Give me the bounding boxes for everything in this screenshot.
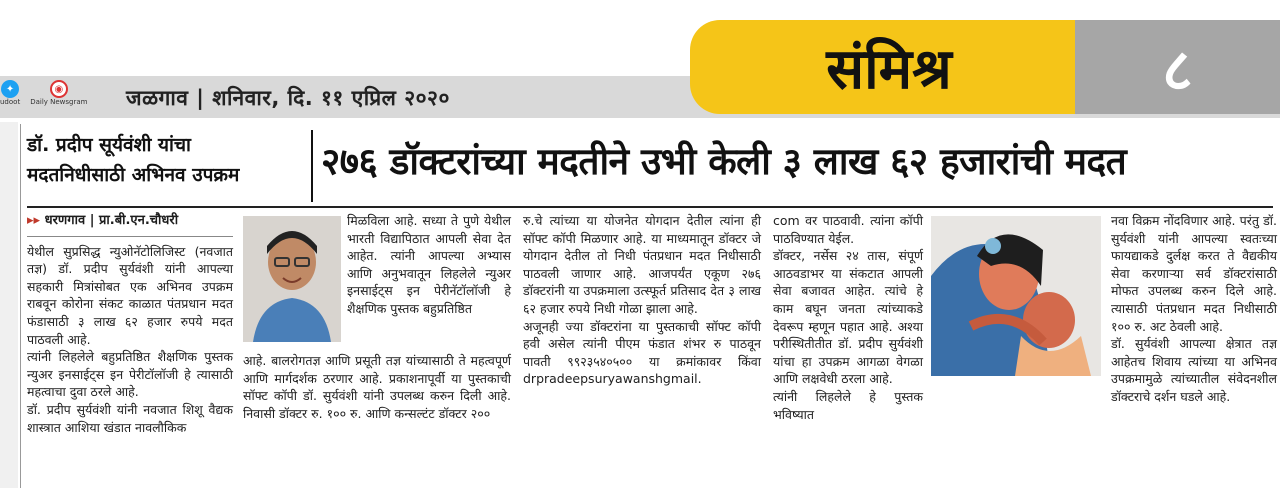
byline: [27, 212, 233, 230]
social-links: [0, 80, 88, 114]
paragraph: अजूनही ज्या डॉक्टरांना या पुस्तकाची सॉफ्ट कॉपी हवी असेल त्यांनी पीएम फंडात शंभर रु पाठवून पावती ९९२३५४०५०० या क्रमांकावर किंवा drpradeepsuryawanshgmail.: [523, 318, 761, 387]
masthead: [0, 0, 1280, 122]
newsgram-icon: ◉: [50, 80, 68, 98]
kicker: [27, 130, 313, 202]
author-photo: [243, 216, 341, 342]
portrait-image: [243, 216, 341, 342]
column-3: [523, 212, 761, 388]
byline-text: धरणगाव | प्रा.बी.एन.चौधरी: [44, 213, 179, 228]
paragraph: आहे. बालरोगतज्ञ आणि प्रसूती तज्ञ यांच्यासाठी ते महत्वपूर्ण आणि मार्गदर्शक ठरणार आहे. प्रकाशनापूर्वी या पुस्तकाची सॉफ्ट कॉपी डॉ. सुर्यवंशी यांनी उपलब्ध करुन दिली आहे. निवासी डॉक्टर रु. १०० रु. आणि कन्सल्टंट डॉक्टर २००: [243, 353, 511, 421]
kicker-line-2: मदतनिधीसाठी अभिनव उपक्रम: [27, 164, 240, 186]
section-badge: [690, 20, 1088, 114]
arrow-icon: ▸▸: [27, 213, 45, 228]
column-2-top: [347, 212, 511, 318]
illustration-image: [931, 216, 1101, 376]
paragraph: नवा विक्रम नोंदविणार आहे. परंतु डॉ. सुर्यवंशी यांनी आपल्या स्वतःच्या फायद्याकडे दुर्लक्ष करत ते वैद्यकीय सेवा करणाऱ्या सर्व डॉक्टरांसाठी मोफत उपलब्ध करुन दिले आहे. त्यासाठी पंतप्रधान मदत निधीसाठी १०० रु. अट ठेवली आहे.: [1111, 213, 1277, 334]
paragraph: com वर पाठवावी. त्यांना कॉपी पाठविण्यात येईल.: [773, 213, 923, 246]
social-label: udoot: [0, 98, 21, 106]
column-4-top: [773, 212, 923, 423]
section-title: संमिश्र: [826, 36, 952, 102]
mother-child-illustration: [931, 216, 1101, 376]
paragraph: रु.चे त्यांच्या या योजनेत योगदान देतील त्यांना ही सॉफ्ट कॉपी मिळणार आहे. या माध्यमातून डॉक्टर जे योगदान देतील तो निधी पंतप्रधान मदत निधीसाठी पाठवली जाणार आहे. आजपर्यंत एकूण २७६ डॉक्टरांनी या उपक्रमाला उत्स्फूर्त प्रतिसाद देत ३ लाख ६२ हजार रुपये निधी गोळा झाला आहे.: [523, 213, 761, 316]
page-number: ८: [1162, 35, 1193, 104]
social-item-twitter[interactable]: [0, 80, 20, 106]
paragraph: डॉ. प्रदीप सुर्यवंशी यांनी नवजात शिशू वैद्यक शास्त्रात आशिया खंडात नावलौकिक: [27, 401, 233, 435]
kicker-line-1: डॉ. प्रदीप सूर्यवंशी यांचा: [27, 134, 191, 156]
page-number-box: [1075, 20, 1280, 114]
paragraph: मिळविला आहे. सध्या ते पुणे येथील भारती विद्यापिठात आपली सेवा देत आहेत. त्यांनी आपल्या अभ्यास आणि अनुभवातून लिहलेले न्युअर इनसाईट्स इन पेरीनॅटॉलॉजी हे शैक्षणिक पुस्तक बहुप्रतिष्ठित: [347, 213, 511, 316]
paragraph: डॉक्टर, नर्सेस २४ तास, संपूर्ण आठवडाभर या संकटात आपली सेवा बजावत आहेत. त्यांचे हे काम बघून जनता त्यांच्याकडे देवरूप म्हणून पहात आहे. अश्या परीस्थितीतीत डॉ. प्रदीप सुर्यवंशी यांचा हा उपक्रम आगळा वेगळा आणि लक्षवेधी ठरला आहे.: [773, 248, 923, 387]
article: [20, 124, 1276, 488]
left-edge-strip: [0, 122, 18, 488]
paragraph: त्यांनी लिहलेले बहुप्रतिष्ठित शैक्षणिक पुस्तक न्युअर इनसाईट्स इन पेरीटॉलॉजी हे त्यासाठी महत्वाचा दुवा ठरले आहे.: [27, 349, 233, 400]
column-1: [27, 212, 233, 436]
column-5: [1111, 212, 1277, 406]
social-item-newsgram[interactable]: [30, 80, 87, 106]
paragraph: डॉ. सुर्यवंशी आपल्या क्षेत्रात तज्ञ आहेतच शिवाय त्यांच्या या अभिनव उपक्रमामुळे त्यांच्यातील संवेदनशील डॉक्टराचे दर्शन घडले आहे.: [1111, 336, 1277, 404]
paragraph: त्यांनी लिहलेले हे पुस्तक भविष्यात: [773, 388, 923, 422]
twitter-icon: ✦: [1, 80, 19, 98]
social-label: Daily Newsgram: [30, 98, 88, 106]
headline: २७६ डॉक्टरांच्या मदतीने उभी केली ३ लाख ६२ हजारांची मदत: [321, 140, 1127, 183]
dateline: जळगाव | शनिवार, दि. ११ एप्रिल २०२०: [126, 86, 450, 110]
column-2-bottom: [243, 352, 511, 422]
byline-rule: [27, 236, 233, 237]
headline-rule: [27, 206, 1273, 208]
paragraph: येथील सुप्रसिद्ध न्युओनॅटोलिजिस्ट (नवजात तज्ञ) डॉ. प्रदीप सुर्यवंशी यांनी आपल्या सहकारी मित्रांसोबत एक अभिनव उपक्रम राबवून कोरोना संकट काळात पंतप्रधान मदत फंडासाठी ३ लाख ६२ हजार रुपये मदत पाठवली आहे.: [27, 243, 233, 347]
